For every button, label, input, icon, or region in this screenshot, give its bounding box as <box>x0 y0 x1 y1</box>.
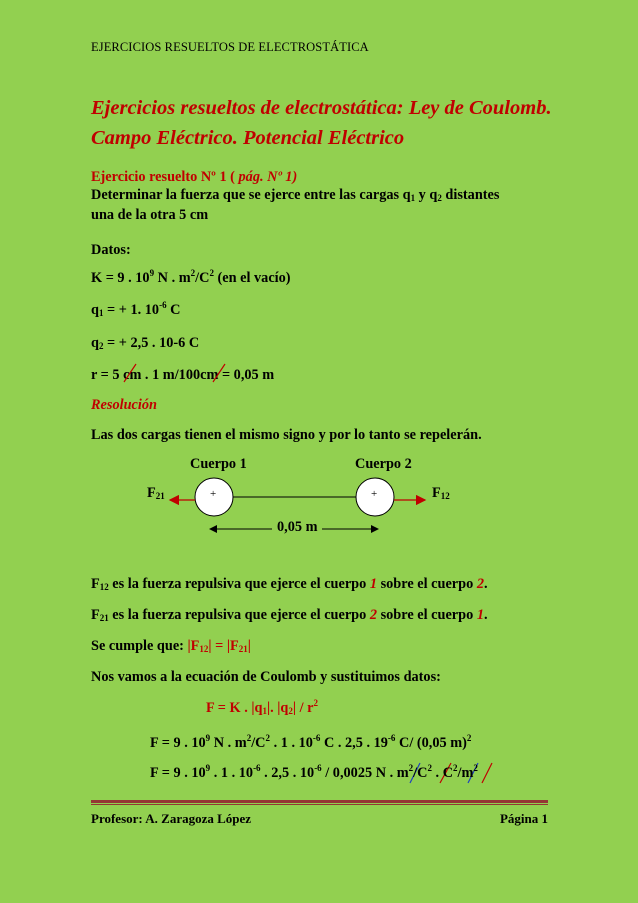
cancel-stroke-cm-2 <box>213 364 225 382</box>
body2-label: Cuerpo 2 <box>355 456 412 472</box>
equation-coulomb: F = K . $|q_1|$. $|q_2| / r^2$ <box>206 698 318 716</box>
distance-label: 0,05 m <box>277 519 318 535</box>
footer-rule-thin <box>91 804 548 805</box>
explain-equality: Se cumple que: $|F_{12}| = |F_{21}|$ <box>91 638 251 654</box>
exercise-statement: Determinar la fuerza que se ejerce entre las cargas $q_1$ y $q_2$ distantes <box>91 187 500 203</box>
cancel-stroke-cm-1 <box>124 364 136 382</box>
body1-label: Cuerpo 1 <box>190 456 247 472</box>
page-header: EJERCICIOS RESUELTOS DE ELECTROSTÁTICA <box>91 40 369 54</box>
datos-q2: $q_2$ = + 2,5 . 10-6 C <box>91 335 200 351</box>
document-title: Ejercicios resueltos de electrostática: Ley de Coulomb. Campo Eléctrico. Potencial Eléctrico <box>91 97 552 149</box>
plus-sign-1: + <box>210 488 217 500</box>
footer-page-number: Página 1 <box>499 811 548 826</box>
datos-r: r = 5 cm . 1 m/100cm = 0,05 m <box>91 367 275 383</box>
plus-sign-2: + <box>371 488 378 500</box>
datos-k: K = 9 . $10^9$ N . $m^2/C^2$ (en el vacío) <box>91 268 291 286</box>
footer-rule <box>91 800 548 803</box>
resolucion-text: Las dos cargas tienen el mismo signo y por lo tanto se repelerán. <box>91 427 482 443</box>
explain-f21: $F_{21}$ es la fuerza repulsiva que ejerce el cuerpo 2 sobre el cuerpo 1. <box>91 607 488 623</box>
f12-label: $F_{12}$ <box>432 485 450 501</box>
explain-coulomb: Nos vamos a la ecuación de Coulomb y sustituimos datos: <box>91 669 441 685</box>
exercise-statement-line2: una de la otra 5 cm <box>91 207 209 223</box>
datos-heading: Datos: <box>91 242 131 258</box>
cancel-stroke-m2b <box>482 763 492 783</box>
exercise-label: Ejercicio resuelto Nº 1 ( pág. Nº 1) <box>91 169 298 185</box>
footer-author: Profesor: A. Zaragoza López <box>91 811 252 826</box>
f21-label: $F_{21}$ <box>147 485 165 501</box>
equation-substitution: F = 9 . $10^9$ N . $m^2/C^2$ . 1 . $10^{-6}$ C . 2,5 . $19^{-6}$ C/ (0,05 m)$^2$ <box>150 733 472 751</box>
equation-numeric: F = 9 . $10^9$ . 1 . $10^{-6}$ . 2,5 . $10^{-6} / 0,0025$ N . $m^2/C^2$ . $C^2/m^2$ <box>150 763 478 781</box>
datos-q1: $q_1$ = + 1. $10^{-6}$ C <box>91 300 181 318</box>
resolucion-heading: Resolución <box>91 397 157 413</box>
explain-f12: $F_{12}$ es la fuerza repulsiva que ejerce el cuerpo 1 sobre el cuerpo 2. <box>91 576 488 592</box>
